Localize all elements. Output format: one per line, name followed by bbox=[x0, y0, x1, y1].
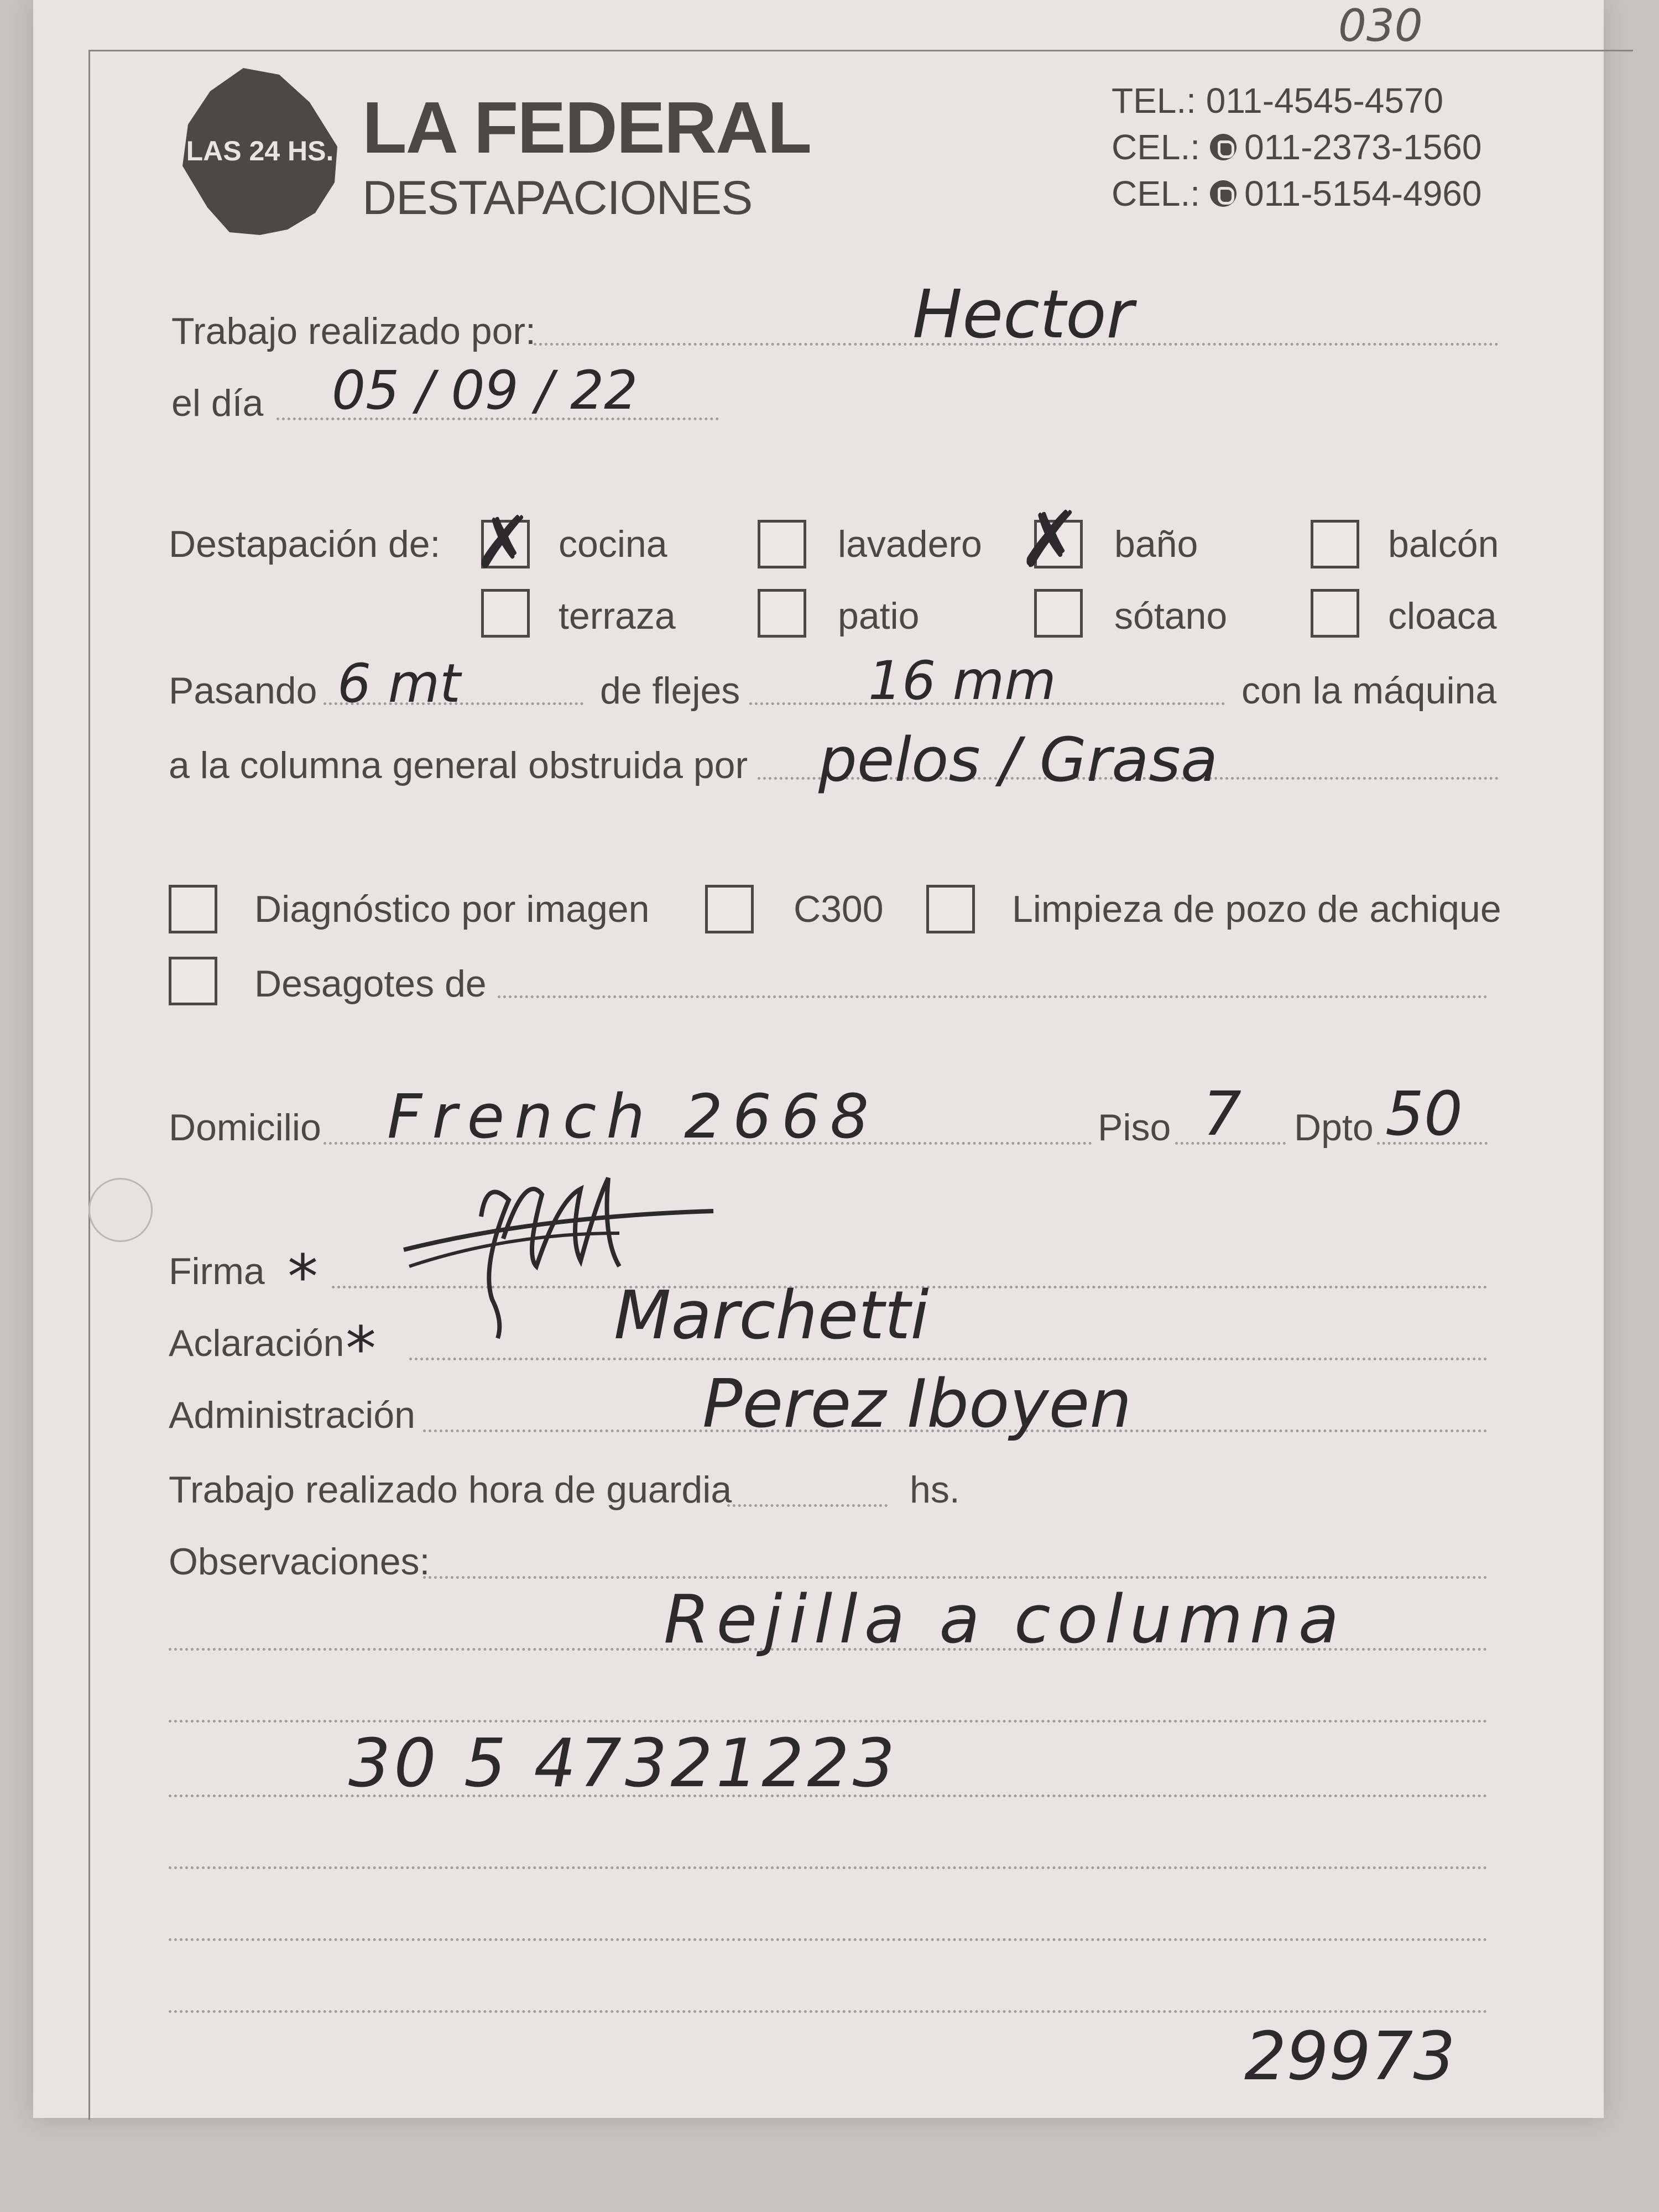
piso-value: 7 bbox=[1203, 1078, 1241, 1149]
checkbox-desagotes[interactable] bbox=[169, 957, 217, 1005]
area-label: baño bbox=[1114, 523, 1198, 565]
piso-label: Piso bbox=[1098, 1107, 1171, 1149]
observaciones-line bbox=[169, 1938, 1488, 1941]
pasando-label: Pasando bbox=[169, 670, 317, 712]
domicilio-value: French 2668 bbox=[387, 1081, 879, 1152]
form-number: 29973 bbox=[1244, 2018, 1455, 2095]
aclaracion-mark: * bbox=[346, 1313, 376, 1384]
observaciones-value-1: Rejilla a columna bbox=[664, 1582, 1346, 1658]
trabajo-value: Hector bbox=[912, 276, 1134, 353]
dpto-label: Dpto bbox=[1294, 1107, 1374, 1149]
columna-label: a la columna general obstruida por bbox=[169, 744, 748, 786]
service-label: Diagnóstico por imagen bbox=[254, 888, 650, 930]
contact-label: TEL.: bbox=[1112, 81, 1196, 121]
contact-number: 011-2373-1560 bbox=[1244, 127, 1482, 167]
contact-label: CEL.: bbox=[1112, 127, 1201, 167]
dpto-value: 50 bbox=[1385, 1078, 1463, 1149]
checkbox-c300[interactable] bbox=[705, 885, 754, 933]
checkbox-patio[interactable] bbox=[758, 589, 806, 638]
dia-label: el día bbox=[171, 382, 264, 424]
destapacion-label: Destapación de: bbox=[169, 523, 441, 565]
area-label: balcón bbox=[1388, 523, 1499, 565]
contact-tel bbox=[1112, 77, 1481, 124]
brand-subtitle: DESTAPACIONES bbox=[362, 171, 753, 225]
observaciones-line bbox=[169, 1720, 1488, 1723]
area-label: cocina bbox=[559, 523, 667, 565]
columna-value: pelos / Grasa bbox=[818, 724, 1218, 795]
observaciones-line bbox=[169, 1866, 1488, 1869]
observaciones-label: Observaciones: bbox=[169, 1541, 430, 1583]
flejes-value: 16 mm bbox=[868, 650, 1056, 712]
checkbox-cloaca[interactable] bbox=[1311, 589, 1359, 638]
brand-title: LA FEDERAL bbox=[362, 87, 811, 168]
contact-block bbox=[1112, 77, 1481, 217]
checkbox-lavadero[interactable] bbox=[758, 520, 806, 568]
aclaracion-label: Aclaración bbox=[169, 1322, 345, 1364]
area-label: sótano bbox=[1114, 595, 1228, 637]
administracion-label: Administración bbox=[169, 1394, 415, 1436]
checkbox-balcon[interactable] bbox=[1311, 520, 1359, 568]
observaciones-line bbox=[169, 2010, 1488, 2013]
service-label: C300 bbox=[794, 888, 884, 930]
area-label: lavadero bbox=[838, 523, 982, 565]
flejes-label: de flejes bbox=[600, 670, 740, 712]
administracion-value: Perez Iboyen bbox=[702, 1366, 1132, 1443]
contact-number: 011-5154-4960 bbox=[1244, 174, 1482, 213]
trabajo-label: Trabajo realizado por: bbox=[171, 310, 536, 352]
service-label: Limpieza de pozo de achique bbox=[1012, 888, 1501, 930]
contact-number: 011-4545-4570 bbox=[1206, 81, 1444, 121]
guardia-label: Trabajo realizado hora de guardia bbox=[169, 1469, 732, 1511]
whatsapp-icon bbox=[1210, 134, 1237, 160]
contact-cel-1 bbox=[1112, 124, 1481, 170]
guardia-unit: hs. bbox=[910, 1469, 960, 1511]
desagotes-line bbox=[498, 995, 1488, 998]
firma-mark: * bbox=[288, 1241, 318, 1312]
guardia-line bbox=[727, 1504, 888, 1507]
pasando-value: 6 mt bbox=[337, 653, 461, 714]
logo-badge-text: LAS 24 HS. bbox=[186, 135, 334, 166]
area-label: terraza bbox=[559, 595, 676, 637]
area-label: patio bbox=[838, 595, 920, 637]
contact-label: CEL.: bbox=[1112, 174, 1201, 213]
observaciones-line bbox=[423, 1576, 1488, 1579]
cocina-check-mark: ✗ bbox=[473, 500, 533, 585]
bano-check-mark: ✗ bbox=[1018, 495, 1083, 585]
logo-map-icon bbox=[177, 64, 343, 241]
observaciones-value-2: 30 5 47321223 bbox=[348, 1725, 899, 1802]
desagotes-label: Desagotes de bbox=[254, 963, 487, 1005]
whatsapp-icon bbox=[1210, 180, 1237, 207]
area-label: cloaca bbox=[1388, 595, 1497, 637]
punch-hole bbox=[88, 1178, 153, 1242]
aclaracion-line bbox=[409, 1358, 1488, 1360]
domicilio-label: Domicilio bbox=[169, 1107, 321, 1149]
corner-number: 030 bbox=[1338, 0, 1423, 51]
checkbox-sotano[interactable] bbox=[1034, 589, 1083, 638]
dia-value: 05 / 09 / 22 bbox=[332, 359, 638, 421]
checkbox-terraza[interactable] bbox=[481, 589, 530, 638]
contact-cel-2 bbox=[1112, 170, 1481, 217]
firma-label: Firma bbox=[169, 1250, 265, 1292]
brand-block bbox=[362, 87, 811, 227]
checkbox-diagnostico[interactable] bbox=[169, 885, 217, 933]
maquina-label: con la máquina bbox=[1241, 670, 1497, 712]
checkbox-limpieza-pozo[interactable] bbox=[926, 885, 975, 933]
aclaracion-value: Marchetti bbox=[614, 1277, 929, 1354]
